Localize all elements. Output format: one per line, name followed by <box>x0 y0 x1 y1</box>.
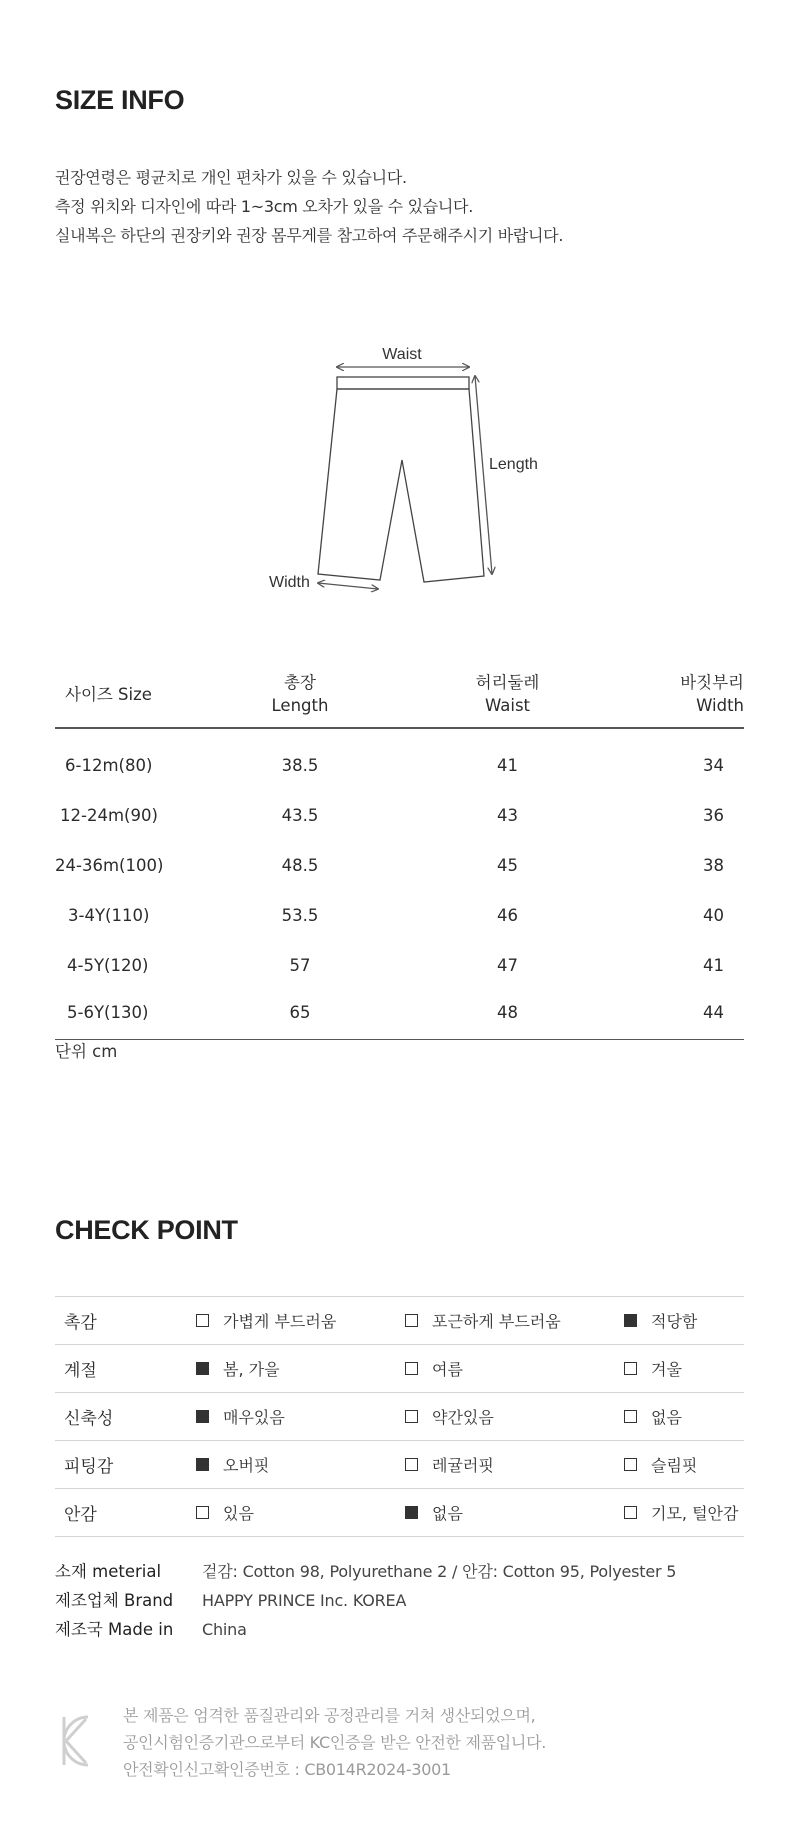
header-waist: 허리둘레 Waist <box>395 667 620 728</box>
width-cell: 44 <box>703 1002 724 1022</box>
table-row <box>55 890 744 940</box>
check-label: 계절 <box>64 1361 97 1381</box>
check-option: 매우있음 <box>196 1393 405 1441</box>
kc-notice <box>123 1702 546 1783</box>
size-cell: 3-4Y(110) <box>68 905 150 925</box>
product-info <box>55 1557 676 1644</box>
size-cell: 6-12m(80) <box>65 755 153 775</box>
check-option: 겨울 <box>624 1345 744 1393</box>
waist-cell: 48 <box>497 1002 518 1022</box>
pants-diagram <box>0 330 800 620</box>
length-cell: 57 <box>289 955 311 975</box>
unit-note: 단위 cm <box>55 1042 118 1061</box>
checkbox-filled-icon <box>196 1410 209 1423</box>
info-key: 소재 meterial <box>55 1562 162 1581</box>
checkbox-empty-icon <box>196 1314 209 1327</box>
checkbox-empty-icon <box>405 1362 418 1375</box>
width-cell: 38 <box>703 855 724 875</box>
info-row <box>55 1586 676 1615</box>
check-option: 있음 <box>196 1489 405 1537</box>
check-option: 적당함 <box>624 1297 744 1345</box>
size-table-header <box>55 667 744 728</box>
kc-logo-icon <box>58 1711 96 1771</box>
info-key: 제조업체 Brand <box>55 1591 174 1610</box>
check-row <box>55 1345 744 1393</box>
waist-cell: 43 <box>497 805 518 825</box>
check-point-title: CHECK POINT <box>55 1215 238 1245</box>
length-cell: 48.5 <box>281 855 319 875</box>
checkbox-empty-icon <box>405 1314 418 1327</box>
header-length: 총장 Length <box>205 667 395 728</box>
check-row <box>55 1489 744 1537</box>
info-value: 겉감: Cotton 98, Polyurethane 2 / 안감: Cotton 95, Polyester 5 <box>202 1562 677 1581</box>
length-cell: 65 <box>289 1002 311 1022</box>
header-width: 바짓부리 Width <box>620 667 744 728</box>
width-cell: 34 <box>703 755 724 775</box>
check-row <box>55 1441 744 1489</box>
length-label: Length <box>489 456 538 473</box>
checkbox-filled-icon <box>405 1506 418 1519</box>
width-cell: 36 <box>703 805 724 825</box>
width-cell: 40 <box>703 905 724 925</box>
checkbox-empty-icon <box>405 1458 418 1471</box>
size-note: 측정 위치와 디자인에 따라 1~3cm 오차가 있을 수 있습니다. <box>55 197 473 216</box>
check-option: 슬림핏 <box>624 1441 744 1489</box>
check-option: 레귤러핏 <box>405 1441 624 1489</box>
check-option: 봄, 가을 <box>196 1345 405 1393</box>
length-arrow <box>475 376 492 574</box>
kc-line: 안전확인신고확인증번호 : CB014R2024-3001 <box>123 1760 451 1779</box>
checkbox-filled-icon <box>624 1314 637 1327</box>
info-value: China <box>202 1620 247 1639</box>
width-arrow <box>318 583 378 589</box>
checkbox-filled-icon <box>196 1458 209 1471</box>
size-info-title: SIZE INFO <box>55 85 185 115</box>
length-cell: 38.5 <box>281 755 319 775</box>
length-cell: 43.5 <box>281 805 319 825</box>
waist-cell: 47 <box>497 955 518 975</box>
pants-outline <box>318 389 484 582</box>
info-row <box>55 1615 676 1644</box>
info-row <box>55 1557 676 1586</box>
kc-line: 공인시험인증기관으로부터 KC인증을 받은 안전한 제품입니다. <box>123 1733 547 1752</box>
waist-cell: 41 <box>497 755 518 775</box>
size-notes <box>55 163 563 250</box>
size-note: 실내복은 하단의 권장키와 권장 몸무게를 참고하여 주문해주시기 바랍니다. <box>55 226 564 245</box>
waist-cell: 46 <box>497 905 518 925</box>
check-option: 기모, 털안감 <box>624 1489 744 1537</box>
check-option: 없음 <box>405 1489 624 1537</box>
check-label: 피팅감 <box>64 1457 114 1477</box>
waist-label: Waist <box>382 346 422 363</box>
check-option: 가볍게 부드러움 <box>196 1297 405 1345</box>
size-cell: 24-36m(100) <box>55 855 164 875</box>
check-label: 신축성 <box>64 1409 114 1429</box>
info-key: 제조국 Made in <box>55 1620 174 1639</box>
size-note: 권장연령은 평균치로 개인 편차가 있을 수 있습니다. <box>55 168 407 187</box>
check-row <box>55 1393 744 1441</box>
header-size: 사이즈 Size <box>55 667 205 728</box>
checkbox-empty-icon <box>624 1506 637 1519</box>
check-option: 포근하게 부드러움 <box>405 1297 624 1345</box>
size-table <box>55 667 744 1040</box>
check-label: 안감 <box>64 1505 97 1525</box>
check-option: 오버핏 <box>196 1441 405 1489</box>
checkbox-empty-icon <box>624 1410 637 1423</box>
size-cell: 12-24m(90) <box>60 805 158 825</box>
check-option: 없음 <box>624 1393 744 1441</box>
size-cell: 5-6Y(130) <box>67 1002 149 1022</box>
kc-line: 본 제품은 엄격한 품질관리와 공정관리를 거쳐 생산되었으며, <box>123 1706 536 1725</box>
checkbox-empty-icon <box>405 1410 418 1423</box>
checkbox-empty-icon <box>624 1458 637 1471</box>
waistband <box>337 377 469 389</box>
check-label: 촉감 <box>64 1313 97 1333</box>
width-cell: 41 <box>703 955 724 975</box>
table-row <box>55 840 744 890</box>
checkbox-empty-icon <box>624 1362 637 1375</box>
info-value: HAPPY PRINCE Inc. KOREA <box>202 1591 407 1610</box>
table-row <box>55 990 744 1040</box>
check-point-table <box>55 1296 744 1537</box>
size-cell: 4-5Y(120) <box>67 955 149 975</box>
checkbox-filled-icon <box>196 1362 209 1375</box>
check-option: 여름 <box>405 1345 624 1393</box>
checkbox-empty-icon <box>196 1506 209 1519</box>
width-label: Width <box>269 574 310 591</box>
table-row <box>55 940 744 990</box>
check-row <box>55 1297 744 1345</box>
length-cell: 53.5 <box>281 905 319 925</box>
waist-cell: 45 <box>497 855 518 875</box>
table-row <box>55 728 744 790</box>
check-option: 약간있음 <box>405 1393 624 1441</box>
table-row <box>55 790 744 840</box>
